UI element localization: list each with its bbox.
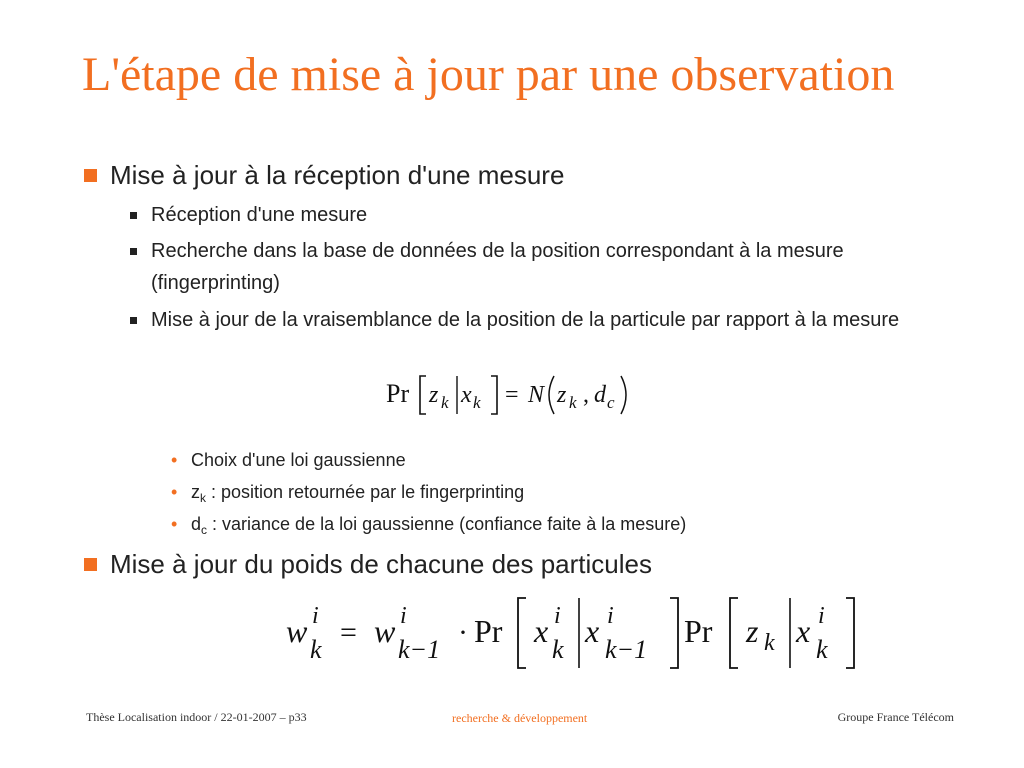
slide-title: L'étape de mise à jour par une observation bbox=[82, 48, 895, 101]
eq-z2-sub: k bbox=[569, 393, 577, 412]
eq2-left-bracket1 bbox=[518, 598, 526, 668]
bullet-text: Recherche dans la base de données de la position correspondant à la mesure (fingerprinting) bbox=[151, 240, 844, 294]
likelihood-equation bbox=[380, 368, 650, 420]
eq2-x1-sup: i bbox=[554, 603, 561, 629]
bullet-text: Réception d'une mesure bbox=[151, 204, 368, 226]
bullet-text bbox=[191, 512, 686, 536]
eq2-x3: x bbox=[796, 613, 811, 649]
bullet-text: Mise à jour à la réception d'une mesure bbox=[110, 160, 565, 190]
eq-x: x bbox=[461, 382, 472, 408]
bullet-text: Mise à jour du poids de chacune des particules bbox=[110, 549, 652, 579]
square-bullet-icon bbox=[130, 212, 137, 219]
eq2-w-sup: i bbox=[312, 603, 319, 629]
eq2-w2: w bbox=[374, 613, 396, 649]
eq-N: N bbox=[528, 382, 545, 408]
eq2-right-bracket2 bbox=[846, 598, 854, 668]
dot-bullet-icon: • bbox=[171, 450, 178, 470]
eq2-x2: x bbox=[585, 613, 600, 649]
eq-equals: = bbox=[505, 382, 519, 408]
eq-z2: z bbox=[557, 382, 567, 408]
eq-d: d bbox=[594, 382, 606, 408]
eq-right-bracket bbox=[491, 376, 497, 414]
dc-description: : variance de la loi gaussienne (confiance faite à la mesure) bbox=[207, 514, 687, 534]
eq2-equals: = bbox=[340, 616, 357, 649]
eq-x-sub: k bbox=[473, 393, 481, 412]
eq2-w2-sub: k−1 bbox=[398, 635, 441, 664]
eq-pr: Pr bbox=[386, 379, 410, 408]
eq2-pr1: Pr bbox=[474, 613, 503, 649]
eq-right-paren bbox=[621, 376, 626, 414]
eq-d-sub: c bbox=[607, 393, 615, 412]
weight-update-equation bbox=[280, 592, 880, 676]
eq2-x3-sub: k bbox=[816, 635, 828, 664]
eq2-w-sub: k bbox=[310, 635, 322, 664]
footer-right: Groupe France Télécom bbox=[837, 710, 954, 724]
eq-comma: , bbox=[583, 382, 589, 408]
var-z: z bbox=[191, 482, 200, 502]
eq2-left-bracket2 bbox=[730, 598, 738, 668]
var-z-sub: k bbox=[200, 491, 206, 505]
eq2-dot: · bbox=[458, 616, 468, 649]
zk-description: : position retournée par le fingerprinting bbox=[206, 482, 525, 502]
eq-left-bracket bbox=[420, 376, 426, 414]
bullet-text bbox=[191, 480, 524, 504]
eq2-pr2: Pr bbox=[684, 613, 713, 649]
var-d-sub: c bbox=[201, 523, 208, 537]
eq2-z: z bbox=[746, 613, 759, 649]
bullet-text: Choix d'une loi gaussienne bbox=[191, 450, 406, 470]
square-bullet-icon bbox=[84, 558, 97, 571]
eq2-right-bracket1 bbox=[670, 598, 678, 668]
eq2-w2-sup: i bbox=[400, 603, 407, 629]
eq2-x2-sub: k−1 bbox=[605, 635, 648, 664]
square-bullet-icon bbox=[130, 317, 137, 324]
eq2-x1-sub: k bbox=[552, 635, 564, 664]
eq2-x1: x bbox=[534, 613, 549, 649]
eq2-x2-sup: i bbox=[607, 603, 614, 629]
var-d: d bbox=[191, 514, 202, 534]
bullet-text: Mise à jour de la vraisemblance de la position de la particule par rapport à la mesure bbox=[151, 309, 900, 331]
eq-z: z bbox=[429, 382, 439, 408]
eq-left-paren bbox=[549, 376, 554, 414]
footer-center: recherche & développement bbox=[452, 711, 588, 725]
eq2-z-sub: k bbox=[764, 630, 775, 656]
square-bullet-icon bbox=[84, 169, 97, 182]
dot-bullet-icon: • bbox=[171, 514, 178, 534]
footer-left: Thèse Localisation indoor / 22-01-2007 – p33 bbox=[86, 710, 307, 724]
square-bullet-icon bbox=[130, 248, 137, 255]
eq-z-sub: k bbox=[441, 393, 449, 412]
eq2-x3-sup: i bbox=[818, 603, 825, 629]
eq2-w: w bbox=[286, 613, 308, 649]
dot-bullet-icon: • bbox=[171, 482, 178, 502]
